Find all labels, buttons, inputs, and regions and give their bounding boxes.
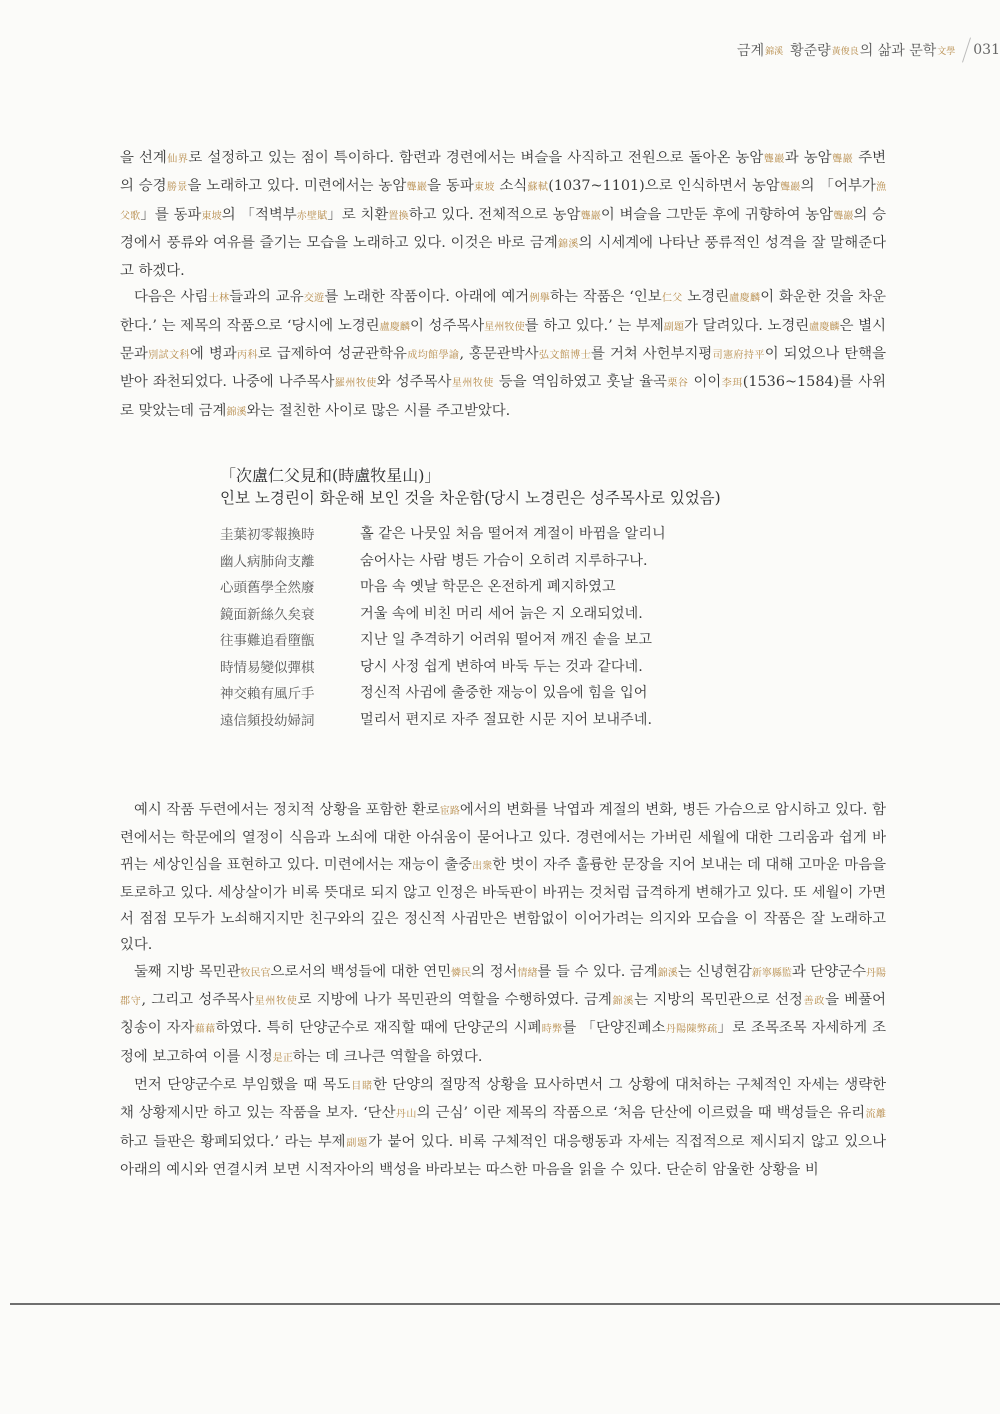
hanja-gloss: 勝景: [166, 182, 188, 194]
text-run: 가 달려있다. 노경린: [684, 317, 810, 334]
text-run: 하고 있다. 전체적으로 농암: [408, 206, 581, 223]
hanja-gloss: 盧慶麟: [809, 321, 840, 333]
hanja-gloss: 漁父歌: [120, 182, 887, 222]
hanja-gloss: 副題: [345, 1137, 369, 1149]
hanja-gloss: 東坡: [473, 182, 495, 194]
hanja-gloss: 別試文科: [147, 350, 190, 362]
hanja-gloss: 目睹: [350, 1080, 373, 1092]
text-run: 이 성주목사: [409, 317, 485, 334]
hanja-gloss: 東坡: [201, 210, 222, 222]
poem-line-hanja: 遠信頻投幼婦詞: [220, 712, 315, 729]
hanja-gloss: 士林: [208, 293, 230, 305]
text-run: 와 성주목사: [376, 374, 452, 391]
paragraph: [120, 797, 886, 959]
text-run: 은 별시문과: [120, 317, 887, 363]
hanja-gloss: 李珥: [721, 378, 743, 390]
text-run: 과 농암: [784, 150, 832, 166]
poem-title-korean: 인보 노경린이 화운해 보인 것을 차운함(당시 노경린은 성주목사로 있었음): [220, 489, 721, 507]
text-run: 하는 데 크나큰 역할을 하였다.: [292, 1048, 483, 1065]
hanja-gloss: 赤壁賦: [296, 210, 328, 222]
body-text-bottom: [120, 797, 886, 1183]
header-hanja-1: 錦溪: [765, 46, 784, 57]
poem-line: [220, 706, 860, 733]
hanja-gloss: 宦路: [439, 806, 460, 817]
poem-title-hanja: 「次盧仁父見和(時盧牧星山)」: [220, 466, 441, 485]
poem-line-korean: 홀 같은 나뭇잎 처음 떨어져 계절이 바뀜을 알리니: [360, 526, 666, 543]
text-run: 하는 작품은 ‘인보: [550, 289, 662, 306]
poem-line-hanja: 神交賴有風斤手: [220, 686, 315, 703]
hanja-gloss: 丹山: [395, 1109, 417, 1121]
poem-line-korean: 당시 사정 쉽게 변하여 바둑 두는 것과 같다네.: [360, 658, 643, 675]
hanja-gloss: 成均館學諭: [406, 350, 460, 362]
text-run: 를 「단양진폐소: [562, 1020, 666, 1037]
text-run: 을 노래하고 있다. 미련에서는 농암: [187, 178, 407, 195]
poem-line-korean: 거울 속에 비친 머리 세어 늙은 지 오래되었네.: [360, 605, 643, 622]
text-run: 이 벼슬을 그만둔 후에 귀향하여 농암: [600, 206, 834, 223]
text-run: 소식: [494, 178, 528, 195]
page-number: 031: [973, 42, 1000, 58]
hanja-gloss: 司憲府持平: [712, 350, 765, 362]
hanja-gloss: 聾巖: [406, 182, 428, 194]
hanja-gloss: 仁父: [661, 293, 683, 305]
text-run: 과 단양군수: [791, 963, 866, 980]
text-run: 이 화운한 것을 차운한다.’ 는 제목의 작품으로 ‘당시에 노경린: [120, 289, 887, 334]
hanja-gloss: 盧慶麟: [379, 321, 410, 333]
body-text-top: [120, 145, 886, 426]
text-run: 하였다. 특히 단양군수로 재직할 때에 단양군의 시폐: [215, 1020, 542, 1037]
footer-rule: [10, 1303, 1000, 1305]
poem-line-korean: 멀리서 편지로 자주 절묘한 시문 지어 보내주네.: [360, 711, 652, 728]
text-run: 로 지방에 나가 목민관의 역할을 수행하였다. 금계: [297, 992, 612, 1009]
hanja-gloss: 星州牧使: [253, 996, 298, 1008]
hanja-gloss: 蘇軾: [527, 182, 549, 194]
paragraph: [120, 959, 886, 1072]
text-run: 한 단양의 절망적 상황을 묘사하면서 그 상황에 대처하는 구체적인 자세는 생략한 채 상황제시만 하고 있는 작품을 보자. ‘단산: [120, 1076, 887, 1122]
poem-line-korean: 마음 속 옛날 학문은 온전하게 폐지하였고: [360, 579, 616, 596]
hanja-gloss: 丹陽陳弊疏: [665, 1024, 718, 1036]
text-run: 을 선계: [120, 150, 167, 166]
text-run: 가 붙어 있다. 비록 구체적인 대응행동과 자세는 직접적으로 제시되지 않고 있으나 아래의 예시와 연결시켜 보면 시적자아의 백성을 바라보는 따스한 마음을 읽을 수 있다. 단순히 암울한 상황을 비: [120, 1133, 886, 1178]
text-run: 는 신녕현감: [677, 963, 752, 980]
header-title-2: 황준량: [790, 43, 831, 59]
text-run: 이 되었으나 탄핵을 받아 좌천되었다. 나중에 나주목사: [120, 346, 886, 391]
hanja-gloss: 藉藉: [194, 1024, 216, 1036]
hanja-gloss: 丹陽郡守: [120, 967, 887, 1008]
text-run: 」를 동파: [140, 206, 202, 223]
hanja-gloss: 羅州牧使: [334, 378, 377, 390]
text-run: , 그리고 성주목사: [141, 992, 254, 1009]
text-run: 하고 들판은 황폐되었다.’ 라는 부제: [120, 1133, 346, 1150]
poem-lines: [220, 520, 860, 732]
hanja-gloss: 錦溪: [657, 967, 678, 979]
text-run: 이이: [688, 374, 722, 391]
text-run: 을 동파: [427, 178, 474, 195]
text-run: 주변의 승경: [120, 150, 887, 195]
text-run: 에 병과: [189, 346, 237, 363]
hanja-gloss: 聾巖: [833, 210, 854, 222]
text-run: 의 「어부가: [800, 178, 876, 195]
text-run: 는 지방의 목민관으로 선정: [634, 992, 803, 1009]
poem-line: [220, 547, 860, 574]
hanja-gloss: 栗谷: [666, 378, 689, 390]
hanja-gloss: 情緖: [517, 967, 538, 979]
text-run: 의 승경에서 풍류와 여유를 즐기는 모습을 노래하고 있다. 이것은 바로 금계: [120, 206, 887, 251]
hanja-gloss: 交遊: [303, 293, 325, 305]
hanja-gloss: 聾巖: [779, 182, 801, 194]
header-divider: [962, 37, 971, 62]
hanja-gloss: 錦溪: [557, 238, 579, 250]
text-run: 예시 작품 두련에서는 정치적 상황을 포함한 환로: [134, 802, 440, 818]
poem-line: [220, 653, 860, 680]
hanja-gloss: 弘文館博士: [538, 350, 592, 362]
text-run: 를 들 수 있다. 금계: [537, 963, 658, 980]
hanja-gloss: 副題: [663, 321, 685, 333]
hanja-gloss: 仙界: [166, 154, 189, 165]
hanja-gloss: 置換: [388, 210, 409, 222]
poem-line: [220, 520, 860, 547]
poem-line-hanja: 鏡面新絲久矣衰: [220, 606, 315, 623]
header-title-1: 금계: [737, 43, 765, 59]
poem-line-korean: 지난 일 추격하기 어려워 떨어져 깨진 솥을 보고: [360, 632, 652, 649]
hanja-gloss: 牧民官: [240, 967, 271, 979]
text-run: 에서의 변화를 낙엽과 계절의 변화, 병든 가슴으로 암시하고 있다. 함련에서는 학문에의 열정이 식음과 노쇠에 대한 아쉬움이 묻어나고 있다. 경련에서는 가버린 세월에 대한 그리움과 쉽게 바뀌는 세상인심을 표현하고 있다. 미련에서는 재능이 출중: [120, 802, 886, 873]
poem-line-hanja: 心頭舊學全然廢: [220, 580, 315, 597]
hanja-gloss: 出衆: [472, 860, 493, 872]
hanja-gloss: 新寧縣監: [751, 967, 792, 979]
poem-line-hanja: 圭葉初零報換時: [220, 527, 315, 544]
hanja-gloss: 盧慶麟: [729, 293, 761, 305]
text-run: 둘째 지방 목민관: [134, 963, 241, 980]
header-title-3: 의 삶과 문학: [859, 43, 937, 59]
poem-line: [220, 573, 860, 600]
text-run: 노경린: [682, 289, 730, 306]
text-run: 」로 치환: [327, 206, 389, 223]
poem-block: [220, 464, 860, 732]
text-run: (1037~1101)으로 인식하면서 농암: [548, 178, 780, 195]
text-run: 로 급제하여 성균관학유: [257, 346, 407, 363]
text-run: 와는 절친한 사이로 많은 시를 주고받았다.: [246, 402, 511, 419]
hanja-gloss: 錦溪: [611, 996, 635, 1008]
hanja-gloss: 憐民: [451, 967, 472, 979]
text-run: 한 벗이 자주 훌륭한 문장을 지어 보내는 데 대해 고마운 마음을 토로하고 있다. 세상살이가 비록 뜻대로 되지 않고 인정은 바둑판이 바뀌는 것처럼 급격하게 변해가고 있다. 또 세월이 가면서 점점 모두가 노쇠해지지만 친구와의 깊은 정신적 사귐만은 변함없이 이어가려는 의지와 모습을 이 작품은 잘 노래하고 있다.: [120, 856, 886, 954]
hanja-gloss: 聾巖: [831, 154, 854, 165]
poem-line: [220, 626, 860, 653]
text-run: 의 시세계에 나타난 풍류적인 성격을 잘 말해준다고 하겠다.: [120, 234, 886, 280]
hanja-gloss: 善政: [802, 996, 826, 1008]
poem-line: [220, 679, 860, 706]
poem-line-hanja: 時情易變似彈棋: [220, 659, 315, 676]
poem-line-hanja: 幽人病肺尙支離: [220, 553, 315, 570]
hanja-gloss: 星州牧使: [451, 378, 494, 390]
running-header: [737, 38, 1000, 62]
paragraph: [120, 1072, 886, 1183]
text-run: 」로 조목조목 자세하게 조정에 보고하여 이를 시정: [120, 1020, 887, 1065]
text-run: 로 설정하고 있는 점이 특이하다. 함련과 경련에서는 벼슬을 사직하고 전원으로 돌아온 농암: [188, 150, 764, 166]
header-hanja-2: 黃俊良: [831, 46, 859, 57]
hanja-gloss: 丙科: [236, 350, 258, 362]
header-hanja-3: 文學: [937, 46, 956, 57]
hanja-gloss: 星州牧使: [484, 321, 525, 333]
poem-line-korean: 정신적 사귐에 출중한 재능이 있음에 힘을 입어: [360, 685, 648, 702]
hanja-gloss: 是正: [272, 1052, 293, 1064]
text-run: , 홍문관박사: [459, 346, 539, 363]
text-run: (1536~1584)를 사위로 맞았는데 금계: [120, 374, 887, 419]
text-run: 등을 역임하였고 훗날 율곡: [493, 374, 667, 391]
hanja-gloss: 聾巖: [763, 154, 785, 165]
hanja-gloss: 流離: [865, 1109, 887, 1121]
paragraph: [120, 145, 886, 284]
hanja-gloss: 時弊: [541, 1024, 563, 1036]
text-run: 으로서의 백성들에 대한 연민: [270, 963, 452, 980]
text-run: 들과의 교유: [229, 289, 304, 306]
hanja-gloss: 例擧: [529, 293, 551, 305]
text-run: 를 거쳐 사헌부지평: [591, 346, 713, 363]
poem-line: [220, 600, 860, 627]
paragraph: [120, 284, 886, 425]
hanja-gloss: 錦溪: [226, 406, 247, 418]
text-run: 를 하고 있다.’ 는 부제: [524, 317, 664, 334]
text-run: 을 베풀어 칭송이 자자: [120, 992, 887, 1037]
text-run: 를 노래한 작품이다. 아래에 예거: [324, 289, 530, 306]
poem-line-hanja: 往事難追看墮甑: [220, 633, 315, 650]
poem-line-korean: 숨어사는 사람 병든 가슴이 오히려 지루하구나.: [360, 552, 648, 569]
text-run: 먼저 단양군수로 부임했을 때 목도: [134, 1076, 351, 1093]
text-run: 의 근심’ 이란 제목의 작품으로 ‘처음 단산에 이르렀을 때 백성들은 유리: [416, 1105, 866, 1122]
hanja-gloss: 聾巖: [580, 210, 601, 222]
text-run: 의 정서: [471, 963, 518, 980]
text-run: 다음은 사림: [134, 289, 209, 306]
text-run: 의 「적벽부: [221, 206, 297, 223]
